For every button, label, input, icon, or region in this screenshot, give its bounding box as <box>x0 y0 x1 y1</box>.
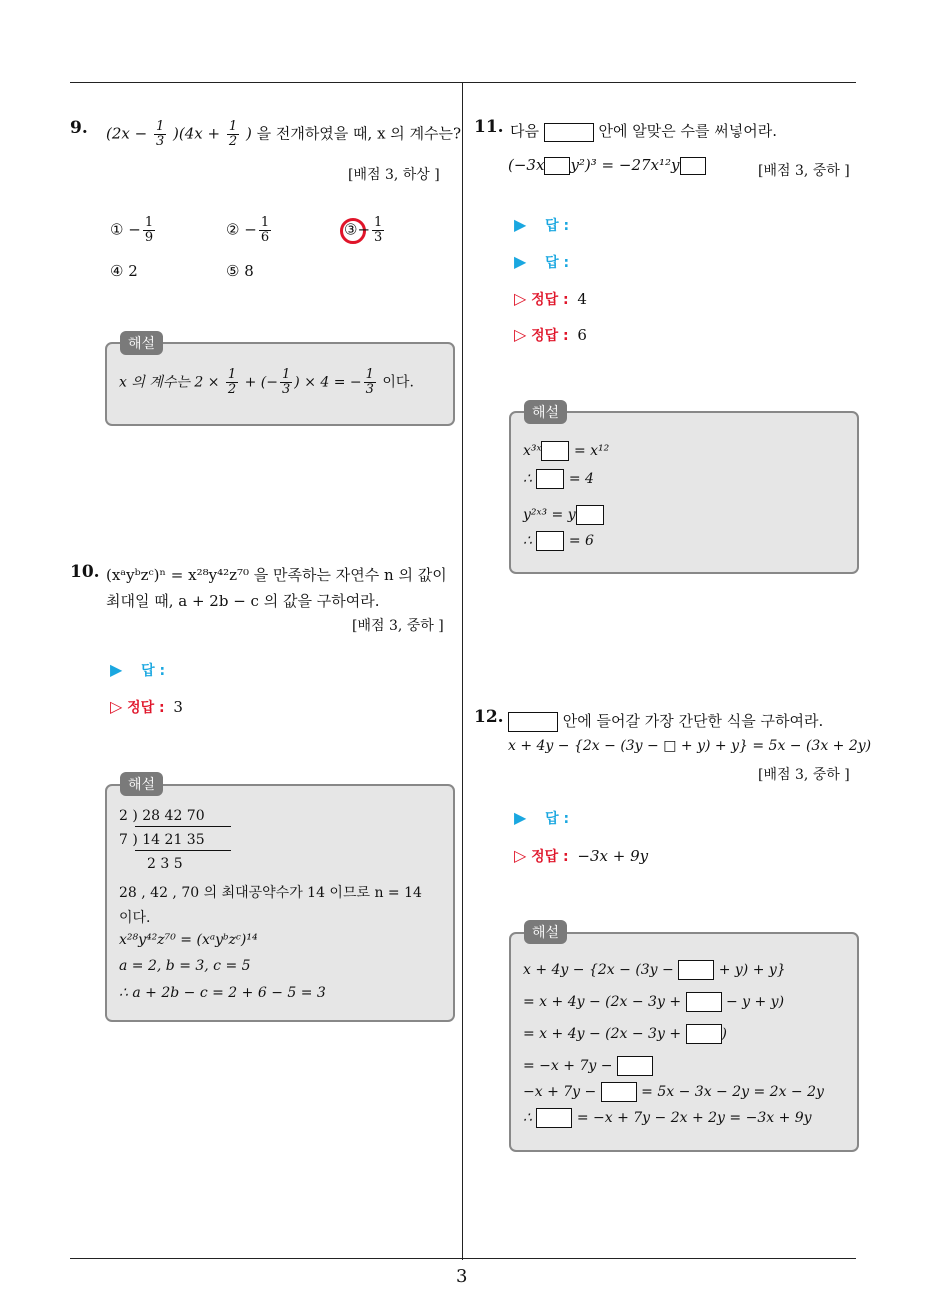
blank-box <box>544 157 570 175</box>
line-pre: −x + 7y − <box>523 1084 597 1100</box>
line-post: − y + y) <box>725 994 785 1010</box>
q9-frac1-num: 1 <box>155 119 165 134</box>
q11-explanation-panel <box>509 411 859 574</box>
choice-value: 2 <box>128 262 138 280</box>
q10-number: 10. <box>70 562 100 582</box>
choice-sign: − <box>128 220 141 239</box>
correct-arrow-icon: ▷ <box>514 289 527 308</box>
q12-answer-row[interactable] <box>514 808 569 828</box>
line-post: ) <box>721 1026 727 1042</box>
q9-choice-5[interactable] <box>226 262 254 280</box>
q11-expr-left: (−3x <box>508 156 545 174</box>
q9-expr-mid: )(4x + <box>173 124 221 143</box>
frac-num: 1 <box>282 367 291 382</box>
q10-meta: [배점 3, 중하 ] <box>352 618 444 634</box>
q12-meta: [배점 3, 중하 ] <box>758 767 850 783</box>
explain-line6: x²⁸y⁴²z⁷⁰ = (xᵃyᵇzᶜ)¹⁴ <box>119 932 258 948</box>
blank-box <box>601 1082 637 1102</box>
blank-box <box>686 1024 722 1044</box>
explain-frac3 <box>364 368 376 397</box>
blank-box <box>536 1108 572 1128</box>
blank-box <box>576 505 604 525</box>
answer-label: 답 : <box>545 218 570 234</box>
q9-meta: [배점 3, 하상 ] <box>348 167 440 183</box>
line-post: = −x + 7y − 2x + 2y = −3x + 9y <box>576 1110 812 1126</box>
choice-num: 1 <box>144 215 154 230</box>
explain-line1 <box>523 441 609 461</box>
choice-den: 6 <box>260 230 270 245</box>
explain-line3 <box>523 505 604 525</box>
choice-sign: − <box>357 220 371 239</box>
blank-box <box>536 531 564 551</box>
choice-den: 9 <box>144 230 154 245</box>
explain-row3: 2 3 5 <box>147 856 183 872</box>
division-rule <box>135 826 231 827</box>
explain-line4: 28 , 42 , 70 의 최대공약수가 14 이므로 n = 14 <box>119 885 422 901</box>
line-post: = x¹² <box>573 443 610 459</box>
blank-box <box>536 469 564 489</box>
frac-num: 1 <box>227 367 237 382</box>
choice-den: 3 <box>374 230 383 245</box>
frac-num: 1 <box>365 367 374 382</box>
correct-label: 정답 : <box>531 849 569 865</box>
explain-line8: ∴ a + 2b − c = 2 + 6 − 5 = 3 <box>119 985 326 1001</box>
q11-question-pre: 다음 <box>510 122 539 140</box>
answer-label: 답 : <box>141 663 166 679</box>
q9-expr-post: ) <box>245 124 252 143</box>
choice-mark: ② <box>226 220 240 239</box>
choice-mark: ⑤ <box>226 262 240 280</box>
q9-frac1-den: 3 <box>155 134 165 149</box>
correct-value: −3x + 9y <box>577 847 649 865</box>
q9-frac1 <box>154 120 166 149</box>
blank-box <box>680 157 706 175</box>
line-pre: ∴ <box>523 533 532 549</box>
blank-box <box>678 960 714 980</box>
q9-frac2-den: 2 <box>228 134 238 149</box>
explain-line1 <box>523 960 786 980</box>
line-pre: ∴ <box>523 1110 532 1126</box>
explain-frac1 <box>226 368 238 397</box>
q10-explanation-tag: 해설 <box>120 772 163 796</box>
correct-label: 정답 : <box>531 328 569 344</box>
q9-choice-2[interactable] <box>226 216 273 245</box>
correct-value: 4 <box>577 290 587 308</box>
choice-frac <box>372 216 384 245</box>
explain-pre: x 의 계수는 2 × <box>119 374 220 391</box>
q11-number: 11. <box>474 117 504 137</box>
correct-label: 정답 : <box>531 292 569 308</box>
q10-line1: (xᵃyᵇzᶜ)ⁿ = x²⁸y⁴²z⁷⁰ 을 만족하는 자연수 n 의 값이 <box>106 566 447 584</box>
answer-label: 답 : <box>545 255 570 271</box>
bottom-rule <box>70 1258 856 1259</box>
explain-row1: 2 ) 28 42 70 <box>119 808 205 824</box>
choice-mark: ③ <box>344 220 358 239</box>
q9-frac2 <box>227 120 239 149</box>
choice-num: 1 <box>374 215 383 230</box>
q12-explanation-panel <box>509 932 859 1152</box>
line-post: + y) + y} <box>718 962 786 978</box>
explain-line6 <box>523 1108 812 1128</box>
line-pre: = −x + 7y − <box>523 1058 613 1074</box>
correct-arrow-icon: ▷ <box>110 697 123 716</box>
explain-mid2: ) × 4 = − <box>294 374 362 391</box>
q12-explanation-tag: 해설 <box>524 920 567 944</box>
line-post: = 5x − 3x − 2y = 2x − 2y <box>641 1084 824 1100</box>
choice-sign: − <box>244 220 257 239</box>
q11-correct-row-2 <box>514 325 587 345</box>
q9-explanation-tag: 해설 <box>120 331 163 355</box>
blank-box <box>617 1056 653 1076</box>
top-rule <box>70 82 856 83</box>
blank-box <box>686 992 722 1012</box>
explain-line4 <box>523 531 594 551</box>
q9-expr-pre: (2x − <box>106 124 148 143</box>
column-divider <box>462 82 463 1260</box>
q9-expression <box>106 120 461 149</box>
explain-row2: 7 ) 14 21 35 <box>119 832 205 848</box>
blank-box <box>508 712 558 732</box>
q12-number: 12. <box>474 707 504 727</box>
correct-label: 정답 : <box>127 700 165 716</box>
q10-answer-row[interactable] <box>110 660 165 680</box>
q11-meta: [배점 3, 중하 ] <box>758 163 850 179</box>
explain-line7: a = 2, b = 3, c = 5 <box>119 958 251 974</box>
q9-choice-3[interactable] <box>344 216 386 245</box>
choice-frac <box>143 216 155 245</box>
q10-explanation-panel <box>105 784 455 1022</box>
correct-arrow-icon: ▷ <box>514 325 527 344</box>
correct-value: 6 <box>577 326 587 344</box>
choice-frac <box>259 216 271 245</box>
q11-answer-row-1[interactable] <box>514 215 569 235</box>
q9-question: 을 전개하였을 때, x 의 계수는? <box>256 124 462 143</box>
line-post: = 6 <box>568 533 594 549</box>
division-rule <box>135 850 231 851</box>
line-post: = 4 <box>568 471 594 487</box>
answer-arrow-icon: ▶ <box>514 808 527 827</box>
q11-question <box>510 120 777 142</box>
line-pre: ∴ <box>523 471 532 487</box>
q10-correct-row <box>110 697 183 717</box>
answer-arrow-icon: ▶ <box>110 660 123 679</box>
explain-frac2 <box>280 368 292 397</box>
q11-correct-row-1 <box>514 289 587 309</box>
line-pre: = x + 4y − (2x − 3y + <box>523 1026 682 1042</box>
explain-line3 <box>523 1024 727 1044</box>
explain-line2 <box>523 992 784 1012</box>
blank-box <box>541 441 569 461</box>
frac-den: 2 <box>227 382 237 397</box>
q11-expr-mid: y²)³ = −27x¹²y <box>570 156 680 174</box>
answer-label: 답 : <box>545 811 570 827</box>
explain-post: 이다. <box>382 374 414 391</box>
q12-correct-row <box>514 846 648 866</box>
line-pre: x + 4y − {2x − (3y − <box>523 962 674 978</box>
correct-value: 3 <box>173 698 183 716</box>
explain-line5 <box>523 1082 824 1102</box>
line-pre: = x + 4y − (2x − 3y + <box>523 994 682 1010</box>
q11-expression <box>508 156 706 175</box>
explain-line2 <box>523 469 594 489</box>
choice-mark: ④ <box>110 262 124 280</box>
frac-den: 3 <box>365 382 374 397</box>
q9-explanation-text <box>119 368 414 397</box>
q12-expression: x + 4y − {2x − (3y − □ + y) + y} = 5x − (3x + 2y) <box>508 738 872 754</box>
frac-den: 3 <box>282 382 291 397</box>
q11-question-post: 안에 알맞은 수를 써넣어라. <box>598 122 778 140</box>
blank-box <box>544 123 594 142</box>
line-pre: x³ˣ <box>523 443 542 459</box>
page-number: 3 <box>456 1266 468 1287</box>
q10-line2: 최대일 때, a + 2b − c 의 값을 구하여라. <box>106 592 380 610</box>
line-pre: y²ˣ³ = y <box>523 507 576 523</box>
q11-explanation-tag: 해설 <box>524 400 567 424</box>
q9-choice-1[interactable] <box>110 216 157 245</box>
answer-arrow-icon: ▶ <box>514 215 527 234</box>
choice-value: 8 <box>244 262 254 280</box>
explain-line5: 이다. <box>119 910 151 926</box>
q9-number: 9. <box>70 118 88 138</box>
correct-arrow-icon: ▷ <box>514 846 527 865</box>
q12-question <box>508 710 823 732</box>
q9-frac2-num: 1 <box>228 119 238 134</box>
explain-mid1: + (− <box>244 374 278 391</box>
q11-answer-row-2[interactable] <box>514 252 569 272</box>
explain-line4 <box>523 1056 653 1076</box>
q9-choice-4[interactable] <box>110 262 138 280</box>
choice-mark: ① <box>110 220 124 239</box>
choice-num: 1 <box>260 215 270 230</box>
answer-arrow-icon: ▶ <box>514 252 527 271</box>
q12-question-text: 안에 들어갈 가장 간단한 식을 구하여라. <box>562 712 824 730</box>
